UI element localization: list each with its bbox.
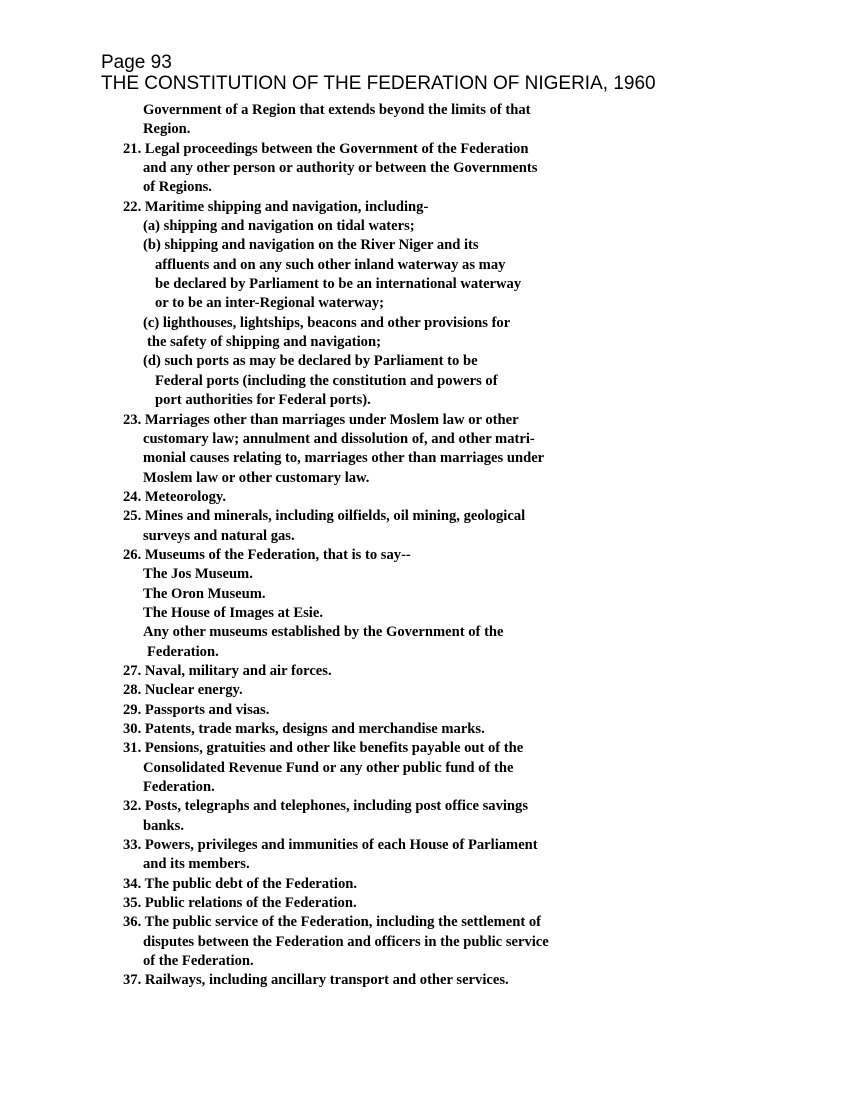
text-line: 23. Marriages other than marriages under Moslem law or other	[123, 411, 519, 428]
text-line: Region.	[143, 121, 191, 138]
text-line: customary law; annulment and dissolution of, and other matri-	[143, 430, 535, 447]
text-line: or to be an inter-Regional waterway;	[155, 295, 384, 312]
text-line: Any other museums established by the Government of the	[143, 624, 504, 641]
text-line: 24. Meteorology.	[123, 488, 227, 505]
text-line: (a) shipping and navigation on tidal waters;	[143, 218, 415, 235]
text-line: 27. Naval, military and air forces.	[123, 662, 332, 679]
text-line: monial causes relating to, marriages other than marriages under	[143, 450, 545, 467]
document-title: THE CONSTITUTION OF THE FEDERATION OF NIGERIA, 1960	[101, 73, 656, 94]
page-number-label: Page 93	[101, 52, 172, 73]
text-line: Federal ports (including the constitution and powers of	[155, 372, 498, 389]
text-line: 26. Museums of the Federation, that is to say--	[123, 546, 411, 563]
text-line: (b) shipping and navigation on the River Niger and its	[143, 237, 479, 254]
text-line: 32. Posts, telegraphs and telephones, including post office savings	[123, 798, 529, 815]
text-line: disputes between the Federation and officers in the public service	[143, 933, 549, 950]
text-line: be declared by Parliament to be an international waterway	[155, 276, 522, 293]
text-line: Consolidated Revenue Fund or any other public fund of the	[143, 759, 514, 776]
text-line: The House of Images at Esie.	[143, 604, 323, 621]
text-line: of the Federation.	[143, 953, 254, 970]
text-line: 33. Powers, privileges and immunities of each House of Parliament	[123, 837, 538, 854]
text-line: of Regions.	[143, 179, 212, 196]
text-line: 29. Passports and visas.	[123, 701, 270, 718]
text-line: 31. Pensions, gratuities and other like benefits payable out of the	[123, 740, 524, 757]
text-line: 37. Railways, including ancillary transport and other services.	[123, 972, 509, 989]
text-line: 25. Mines and minerals, including oilfields, oil mining, geological	[123, 508, 526, 525]
text-line: The Oron Museum.	[143, 585, 266, 602]
legislative-list-text	[0, 101, 851, 991]
text-line: 34. The public debt of the Federation.	[123, 875, 358, 892]
text-line: 36. The public service of the Federation, including the settlement of	[123, 914, 542, 931]
text-line: 22. Maritime shipping and navigation, including-	[123, 198, 429, 215]
text-line: port authorities for Federal ports).	[155, 392, 371, 409]
text-line: The Jos Museum.	[143, 566, 253, 583]
text-line: the safety of shipping and navigation;	[147, 334, 381, 351]
text-line: Government of a Region that extends beyond the limits of that	[143, 102, 531, 118]
text-line: 28. Nuclear energy.	[123, 682, 243, 699]
text-line: affluents and on any such other inland waterway as may	[155, 256, 506, 273]
text-line: 21. Legal proceedings between the Government of the Federation	[123, 140, 529, 157]
text-line: surveys and natural gas.	[143, 527, 295, 544]
text-line: (c) lighthouses, lightships, beacons and other provisions for	[143, 314, 511, 331]
text-line: 30. Patents, trade marks, designs and merchandise marks.	[123, 721, 485, 737]
text-line: Federation.	[143, 779, 215, 796]
text-line: and its members.	[143, 856, 250, 873]
text-line: Moslem law or other customary law.	[143, 469, 370, 486]
text-line: banks.	[143, 817, 184, 834]
text-line: and any other person or authority or between the Governments	[143, 160, 538, 177]
page-header	[101, 52, 656, 94]
text-line: Federation.	[147, 643, 219, 660]
text-line: (d) such ports as may be declared by Parliament to be	[143, 353, 478, 370]
text-line: 35. Public relations of the Federation.	[123, 895, 357, 912]
